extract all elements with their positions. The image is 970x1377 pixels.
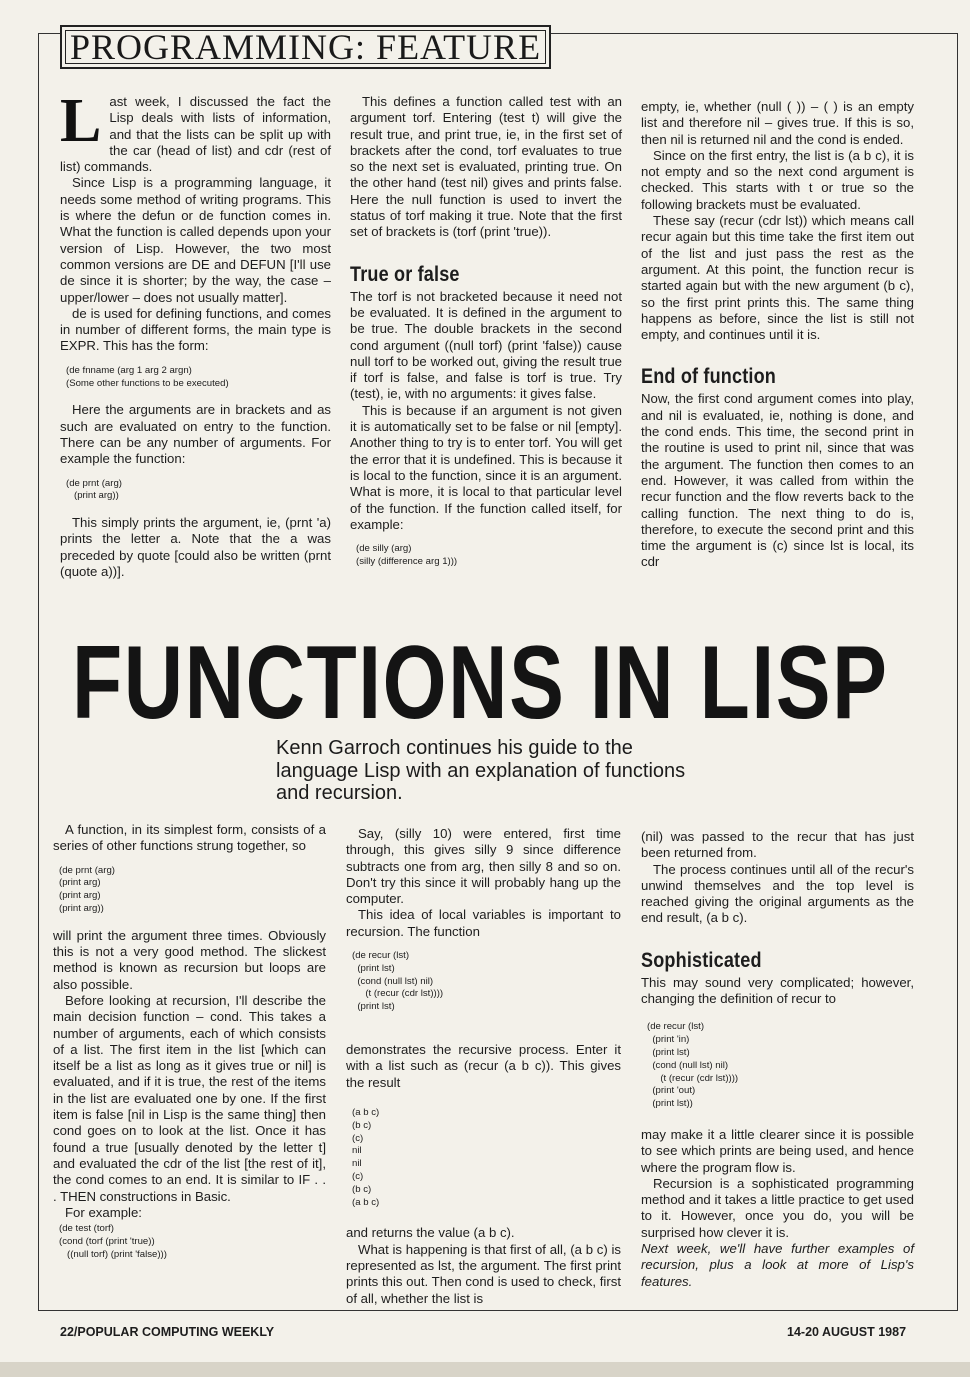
paragraph: demonstrates the recursive process. Enter it with a list such as (recur (a b c)). This gives the result <box>346 1042 621 1090</box>
paragraph: These say (recur (cdr lst)) which means call recur again but this time take the first item out of the list and just pass the rest as the argument. At this point, the function recur is started again but with the new argument (b c), so the first print prints this. The same thing happens as before, since the list is still not empty, and continues until it is. <box>641 213 914 343</box>
standfirst: Kenn Garroch continues his guide to the language Lisp with an explanation of functions and recursion. <box>276 737 686 804</box>
code-block: (de test (torf) (cond (torf (print 'true)) ((null torf) (print 'false))) <box>59 1223 167 1260</box>
column-1-top <box>60 87 331 580</box>
paragraph: What is happening is that first of all, (a b c) is represented as lst, the argument. The first print prints this out. Then cond is used to check, first of all, whether the list is <box>346 1241 621 1306</box>
paragraph: and returns the value (a b c). <box>346 1225 515 1241</box>
paragraph: (nil) was passed to the recur that has just been returned from. <box>641 829 914 861</box>
paragraph: This may sound very complicated; however, changing the definition of recur to <box>641 974 914 1007</box>
subheading: Sophisticated <box>641 948 762 972</box>
paragraph: The process continues until all of the recur's unwind themselves and the top level is reached giving the original arguments as the end result, (a b c). <box>641 861 914 926</box>
paragraph: For example: <box>65 1204 142 1220</box>
paragraph: This is because if an argument is not given it is automatically set to be false or nil [empty]. Another thing to try is to enter torf. You will get the error that it is undefined. This is because it is local to the function, since it is an argument. What is more, it is local to that particular level of the function. If the function called itself, for example: <box>350 402 622 532</box>
paragraph: de is used for defining functions, and comes in number of different forms, the main type is EXPR. This has the form: <box>60 305 331 354</box>
paragraph: Before looking at recursion, I'll describe the main decision function – cond. This takes a number of arguments, each of which consists of a list. The first item in the list [which can itself be a list as long as it gives true or nil] is evaluated, and if it is true, the rest of the items in the list are evaluated one by one. If the first item is false [nil in Lisp is the same thing] then cond goes on to look at the list. Once it has found a true [usually denoted by the letter t] and evaluated the cdr of the list [the rest of it], the cond comes to an end. It is similar to IF . . . THEN constructions in Basic. <box>53 992 326 1204</box>
subheading: True or false <box>350 262 460 286</box>
article-title: FUNCTIONS IN LISP <box>72 625 889 741</box>
code-block: (de prnt (arg) (print arg)) <box>66 477 122 502</box>
paragraph: The torf is not bracketed because it need not be evaluated. It is defined in the argument to be true. The double brackets in the second cond argument ((null torf) (print 'false)) cause null torf to be worked out, giving the result true if torf is false, and false is torf is true. Try (test), ie, with no arguments: it gives false. <box>350 288 622 402</box>
code-block: (de recur (lst) (print 'in) (print lst) (cond (null lst) nil) (t (recur (cdr lst)))) (print 'out) (print lst)) <box>647 1021 739 1110</box>
paragraph: This defines a function called test with an argument torf. Entering (test t) will give the result true, and print true, ie, in the first set of brackets after the cond, torf evaluates to true so the next set is evaluated, printing true. On the other hand (test nil) gives and prints false. Here the null function is used to invert the status of torf making it true. Note that the first set of brackets is (torf (print 'true)). <box>350 94 622 240</box>
column-1-bottom <box>53 822 326 1274</box>
column-2-top <box>350 94 622 581</box>
footer-publication: 22/POPULAR COMPUTING WEEKLY <box>60 1325 275 1339</box>
paragraph: Next week, we'll have further examples of recursion, plus a look at more of Lisp's features. <box>641 1241 914 1289</box>
paragraph: may make it a little clearer since it is possible to see which prints are being used, and hence where the program flow is. <box>641 1126 914 1175</box>
code-block: (de silly (arg) (silly (difference arg 1))) <box>356 543 458 567</box>
paragraph: A function, in its simplest form, consists of a series of other functions strung together, so <box>53 822 326 854</box>
subheading: End of function <box>641 365 776 389</box>
page-edge <box>0 1362 970 1377</box>
paragraph-text: ast week, I discussed the fact the Lisp deals with lists of information, and that the lists can be split up with the car (head of list) and cdr (rest of list) commands. <box>60 94 331 175</box>
paragraph: Here the arguments are in brackets and as such are evaluated on entry to the function. There can be any number of arguments. For example the function: <box>60 402 331 467</box>
paragraph <box>60 87 331 175</box>
paragraph: This idea of local variables is important to recursion. The function <box>346 907 621 939</box>
column-2-bottom <box>346 826 621 1307</box>
paragraph: Since on the first entry, the list is (a b c), it is not empty and so the next cond argument is checked. This starts with t or true so the following brackets must be evaluated. <box>641 147 914 212</box>
drop-cap: L <box>60 87 102 155</box>
paragraph: Since Lisp is a programming language, it needs some method of writing programs. This is where the defun or de function comes in. What the function is called depends upon your version of Lisp. However, the two most common versions are DE and DEFUN [I'll use de since it is shorter; by the way, the case – upper/lower – does not usually matter]. <box>60 175 331 305</box>
paragraph: Now, the first cond argument comes into play, and nil is evaluated, ie, nothing is done, and the cond ends. This time, the second print in the routine is used to print nil, since that was the argument. The function then comes to an end. However, it was called from within the recur function and the flow reverts back to the calling function. The next thing to do is, therefore, to execute the second print and this time the argument is (c) since lst is local, its cdr <box>641 391 914 570</box>
footer-date: 14-20 AUGUST 1987 <box>787 1325 907 1339</box>
column-3-bottom <box>641 829 914 1290</box>
paragraph: This simply prints the argument, ie, (prnt 'a) prints the letter a. Note that the a was preceded by quote [could also be written (prnt (quote a))]. <box>60 515 331 580</box>
paragraph: Say, (silly 10) were entered, first time through, this gives silly 9 since difference subtracts one from arg, then silly 8 and so on. Don't try this since it will probably hang up the computer. <box>346 826 621 907</box>
paragraph: will print the argument three times. Obviously this is not a very good method. The slickest method is known as recursion but loops are also possible. <box>53 927 326 992</box>
code-block: (de fnname (arg 1 arg 2 argn) (Some other functions to be executed) <box>66 364 229 389</box>
code-block: (de prnt (arg) (print arg) (print arg) (print arg)) <box>59 864 115 914</box>
column-3-top <box>641 99 914 571</box>
paragraph: empty, ie, whether (null ( )) – ( ) is an empty list and therefore nil – gives true. If this is so, then nil is returned nil and the cond is ended. <box>641 99 914 147</box>
code-block: (a b c) (b c) (c) nil nil (c) (b c) (a b c) <box>352 1106 380 1208</box>
code-block: (de recur (lst) (print lst) (cond (null lst) nil) (t (recur (cdr lst)))) (print lst) <box>352 950 444 1013</box>
section-header: PROGRAMMING: FEATURE <box>60 25 551 69</box>
paragraph: Recursion is a sophisticated programming method and it takes a little practice to get used to it. However, once you do, you will be surprised how clever it is. <box>641 1175 914 1240</box>
